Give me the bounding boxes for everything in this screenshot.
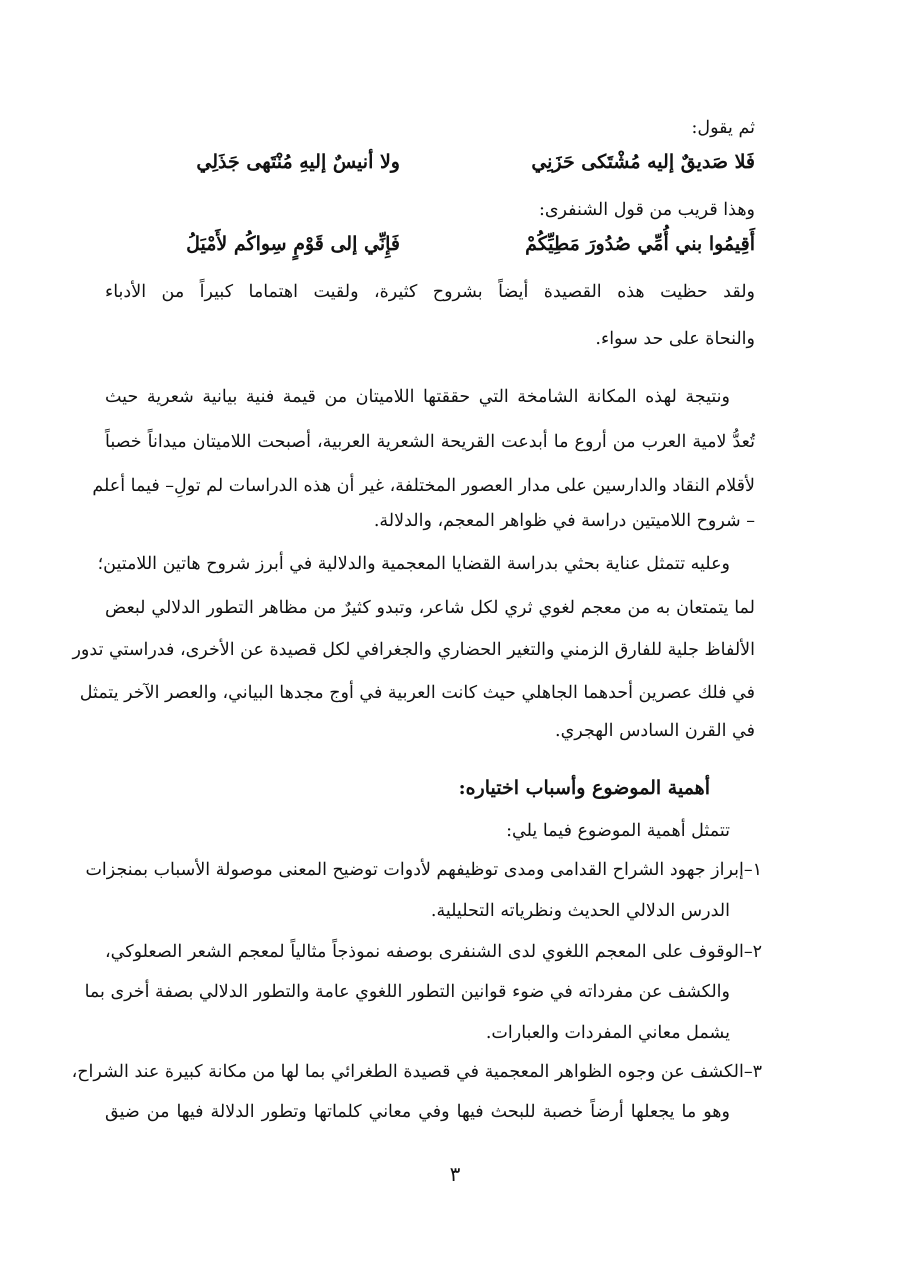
list-item-line: الدرس الدلالي الحديث ونظرياته التحليلية. xyxy=(430,901,730,921)
section-heading: أهمية الموضوع وأسباب اختياره: xyxy=(458,777,710,799)
page-number: ٣ xyxy=(449,1162,461,1186)
verse2-first-hemistich: أَقِيمُوا بني أُمِّي صُدُورَ مَطِيِّكُمْ xyxy=(525,233,755,255)
verse2-second-hemistich: فَإِنِّي إلى قَوْمٍ سِواكُم لأَمْيَلُ xyxy=(186,233,400,255)
paragraph-line: ونتيجة لهذه المكانة الشامخة التي حققتها اللاميتان من قيمة فنية بيانية شعرية حيث xyxy=(105,387,730,407)
paragraph-line: الألفاظ جلية للفارق الزمني والتغير الحضاري والجغرافي لكل قصيدة عن الأخرى، فدراستي تدور xyxy=(72,640,755,660)
paragraph-line: – شروح اللاميتين دراسة في ظواهر المعجم، والدلالة. xyxy=(373,511,755,531)
list-item-line: ٢–الوقوف على المعجم اللغوي لدى الشنفرى بوصفه نموذجاً مثالياً لمعجم الشعر الصعلوكي، xyxy=(105,942,762,962)
list-item-line: وهو ما يجعلها أرضاً خصبة للبحث فيها وفي معاني كلماتها وتطور الدلالة فيها من ضيق xyxy=(105,1102,730,1122)
paragraph-line: لما يتمتعان به من معجم لغوي ثري لكل شاعر، وتبدو كثيرٌ من مظاهر التطور الدلالي لبعض xyxy=(105,598,755,618)
verse1-second-hemistich: ولا أنيسٌ إليهِ مُنْتَهى جَذَلِي xyxy=(196,151,400,173)
paragraph-line: وعليه تتمثل عناية بحثي بدراسة القضايا المعجمية والدلالية في أبرز شروح هاتين اللامتين؛ xyxy=(97,554,730,574)
paragraph-line: والنحاة على حد سواء. xyxy=(595,329,755,349)
near-line: وهذا قريب من قول الشنفرى: xyxy=(538,200,755,220)
paragraph-line: ولقد حظيت هذه القصيدة أيضاً بشروح كثيرة، ولقيت اهتماما كبيراً من الأدباء xyxy=(105,282,755,302)
verse1-first-hemistich: فَلا صَديقٌ إليه مُشْتَكى حَزَنِي xyxy=(531,151,755,173)
paragraph-line: في القرن السادس الهجري. xyxy=(555,721,755,741)
list-item-line: ١–إبراز جهود الشراح القدامى ومدى توظيفهم لأدوات توضيح المعنى موصولة الأسباب بمنجزات xyxy=(85,860,762,880)
intro-line: ثم يقول: xyxy=(691,118,755,138)
paragraph-line: في فلك عصرين أحدهما الجاهلي حيث كانت العربية في أوج مجدها البياني، والعصر الآخر يتمثل xyxy=(79,683,755,703)
paragraph-line: لأقلام النقاد والدارسين على مدار العصور المختلفة، غير أن هذه الدراسات لم تولِ– فيما أعلم xyxy=(92,476,755,496)
list-item-line: ٣–الكشف عن وجوه الظواهر المعجمية في قصيدة الطغرائي بما لها من مكانة كبيرة عند الشراح، xyxy=(71,1062,762,1082)
list-item-line: والكشف عن مفرداته في ضوء قوانين التطور اللغوي عامة والتطور الدلالي بصفة أخرى بما xyxy=(84,982,730,1002)
importance-intro: تتمثل أهمية الموضوع فيما يلي: xyxy=(506,821,730,841)
paragraph-line: تُعدُّ لامية العرب من أروع ما أبدعت القريحة الشعرية العربية، أصبحت اللاميتان ميداناً خصباً xyxy=(105,432,755,452)
list-item-line: يشمل معاني المفردات والعبارات. xyxy=(485,1023,730,1043)
